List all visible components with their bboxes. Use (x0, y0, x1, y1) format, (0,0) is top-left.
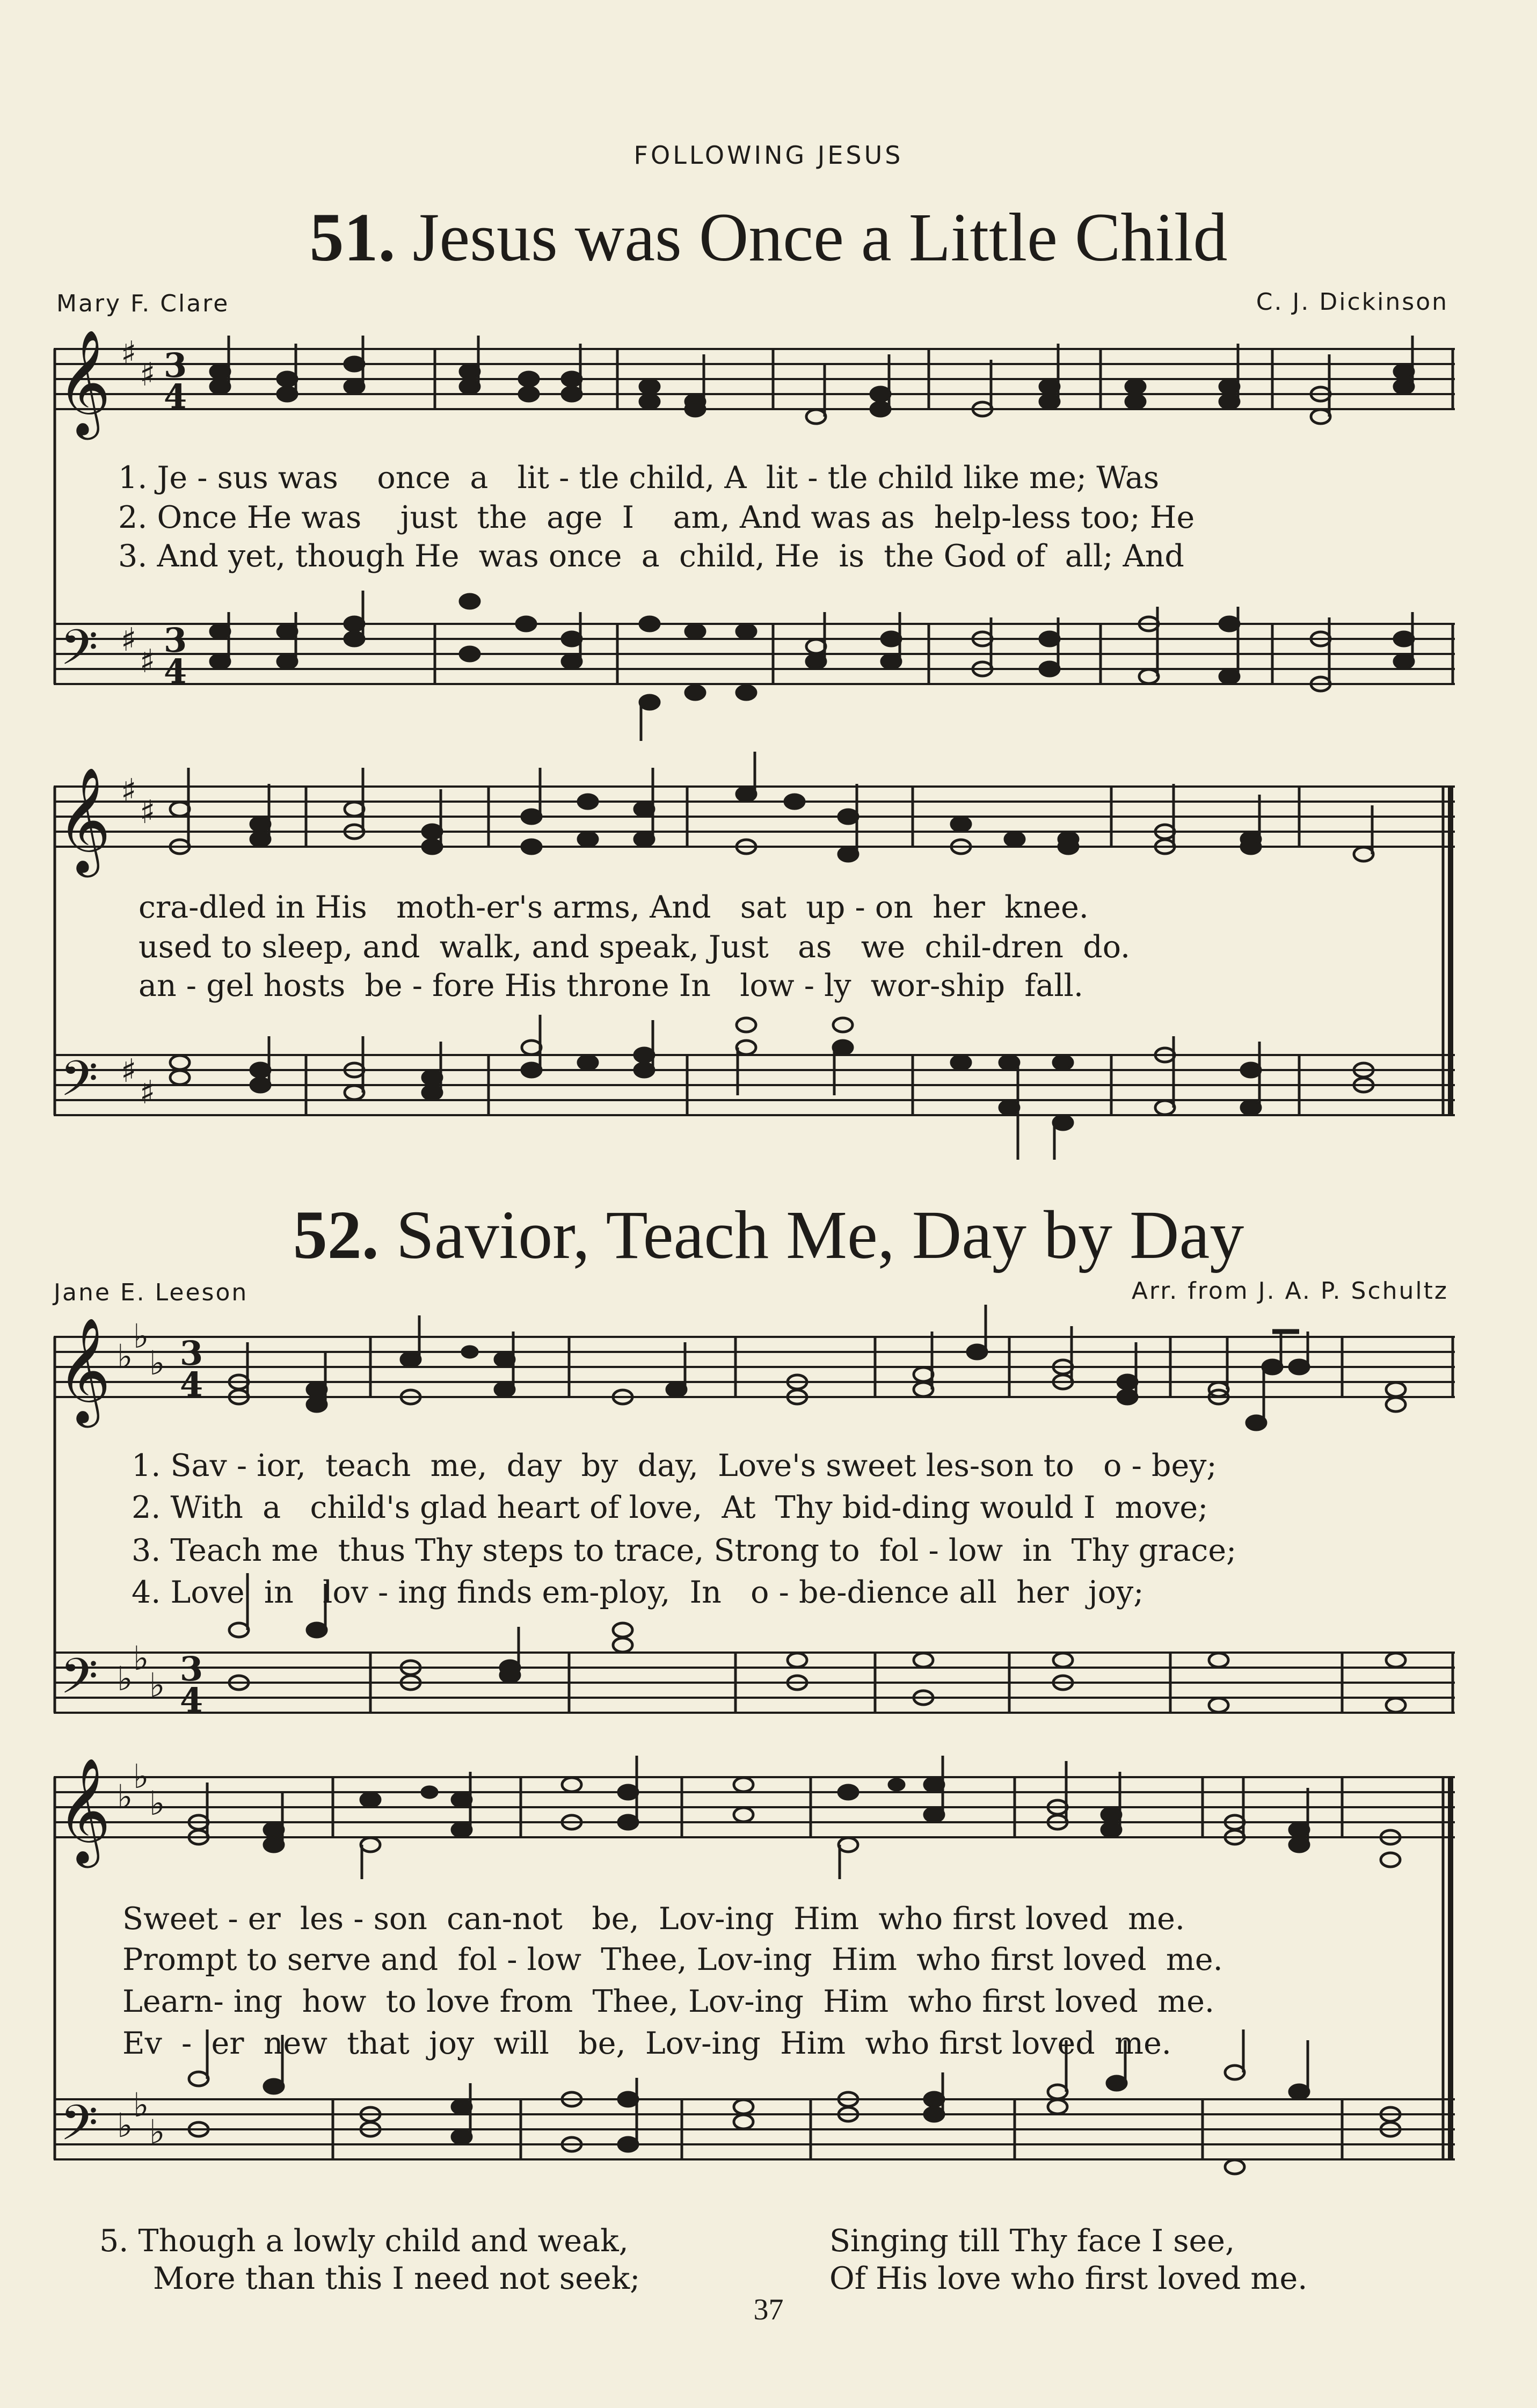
bass-notes (170, 1015, 1373, 1160)
svg-text:4: 4 (180, 1365, 203, 1404)
svg-text:♯: ♯ (140, 1074, 156, 1111)
svg-text:♭: ♭ (149, 1665, 165, 1705)
verse-5-left-line-1: 5. Though a lowly child and weak, (99, 2223, 629, 2259)
page-number: 37 (753, 2293, 784, 2326)
verse-4-lyric: 4. Love in lov - ing finds em-ploy, In o - be-dience all her joy; (132, 1575, 1144, 1610)
hymn-51-author: Mary F. Clare (56, 290, 230, 317)
verse-3-lyric: 3. Teach me thus Thy steps to trace, Strong to fol - low in Thy grace; (132, 1533, 1237, 1568)
svg-text:♭: ♭ (133, 1316, 149, 1356)
section-heading: FOLLOWING JESUS (633, 141, 904, 170)
hymn-52-title (0, 1197, 1537, 1272)
verse-1-lyric: cra-dled in His moth-er's arms, And sat up - on her knee. (139, 890, 1089, 925)
bass-clef-icon: 𝄢 (60, 619, 98, 688)
svg-text:3: 3 (180, 1334, 203, 1373)
verse-2-lyric: 2. Once He was just the age I am, And was as help-less too; He (118, 500, 1195, 535)
svg-text:♯: ♯ (140, 794, 156, 831)
svg-text:♭: ♭ (117, 1337, 133, 1376)
treble-clef-icon: 𝄞 (57, 1317, 111, 1423)
svg-text:♭: ♭ (133, 1757, 149, 1796)
svg-text:3: 3 (164, 621, 187, 660)
verse-2-lyric: used to sleep, and walk, and speak, Just as we chil-dren do. (139, 929, 1131, 965)
hymn-51-title (0, 200, 1537, 275)
svg-text:♯: ♯ (121, 1052, 137, 1090)
svg-text:♭: ♭ (149, 1343, 165, 1383)
treble-notes (170, 752, 1373, 861)
svg-text:4: 4 (164, 652, 187, 691)
svg-text:4: 4 (180, 1680, 203, 1720)
verse-1-lyric: 1. Sav - ior, teach me, day by day, Love's sweet les-son to o - bey; (132, 1448, 1217, 1483)
svg-text:♭: ♭ (133, 1639, 149, 1678)
svg-text:♯: ♯ (121, 334, 137, 372)
verse-4-lyric: Ev - er new that joy will be, Lov-ing Him who first loved me. (122, 2026, 1171, 2061)
treble-notes (189, 1756, 1400, 1879)
verse-1-lyric: 1. Je - sus was once a lit - tle child, A lit - tle child like me; Was (118, 460, 1160, 496)
treble-clef-icon: 𝄞 (57, 329, 111, 435)
time-signature (180, 1334, 203, 1720)
svg-text:♭: ♭ (149, 1784, 165, 1823)
svg-text:3: 3 (180, 1649, 203, 1689)
bass-staff (54, 1653, 1455, 1713)
hymn-52-author: Jane E. Leeson (54, 1279, 249, 1306)
hymn-51-number: 51. (309, 199, 396, 275)
treble-clef-icon: 𝄞 (57, 1757, 111, 1864)
svg-text:3: 3 (164, 346, 187, 385)
treble-staff (54, 349, 1455, 409)
svg-text:♯: ♯ (140, 643, 156, 680)
hymn-51-composer: C. J. Dickinson (1256, 288, 1448, 316)
svg-text:♯: ♯ (121, 772, 137, 810)
verse-5-right-line-1: Singing till Thy face I see, (829, 2223, 1235, 2259)
bass-clef-icon: 𝄢 (60, 1050, 98, 1119)
verse-1-lyric: Sweet - er les - son can-not be, Lov-ing Him who first loved me. (122, 1901, 1185, 1937)
hymn-52-composer: Arr. from J. A. P. Schultz (1131, 1277, 1448, 1305)
hymn-52-title-text: Savior, Teach Me, Day by Day (396, 1197, 1244, 1273)
hymn-52-number: 52. (293, 1197, 379, 1273)
verse-5-right-line-2: Of His love who first loved me. (829, 2261, 1308, 2296)
bass-clef-icon: 𝄢 (60, 2094, 98, 2163)
verse-2-lyric: Prompt to serve and fol - low Thee, Lov-ing Him who first loved me. (122, 1942, 1223, 1977)
verse-5-left-line-2: More than this I need not seek; (153, 2261, 640, 2296)
verse-3-lyric: 3. And yet, though He was once a child, He is the God of all; And (118, 539, 1184, 574)
verse-2-lyric: 2. With a child's glad heart of love, At Thy bid-ding would I move; (132, 1490, 1208, 1525)
verse-3-lyric: Learn- ing how to love from Thee, Lov-ing Him who first loved me. (122, 1984, 1215, 2019)
svg-text:♭: ♭ (117, 1659, 133, 1698)
svg-text:♭: ♭ (117, 2106, 133, 2145)
bass-clef-icon: 𝄢 (60, 1648, 98, 1716)
svg-text:♭: ♭ (117, 1777, 133, 1816)
svg-text:♭: ♭ (149, 2112, 165, 2151)
svg-text:♯: ♯ (121, 621, 137, 659)
treble-staff (54, 1337, 1455, 1397)
svg-text:♭: ♭ (133, 2085, 149, 2125)
svg-text:4: 4 (164, 377, 187, 416)
hymn-51-title-text: Jesus was Once a Little Child (412, 199, 1228, 275)
svg-text:♯: ♯ (140, 356, 156, 394)
treble-clef-icon: 𝄞 (57, 767, 111, 873)
bass-notes (210, 591, 1414, 741)
verse-3-lyric: an - gel hosts be - fore His throne In low - ly wor-ship fall. (139, 968, 1083, 1003)
